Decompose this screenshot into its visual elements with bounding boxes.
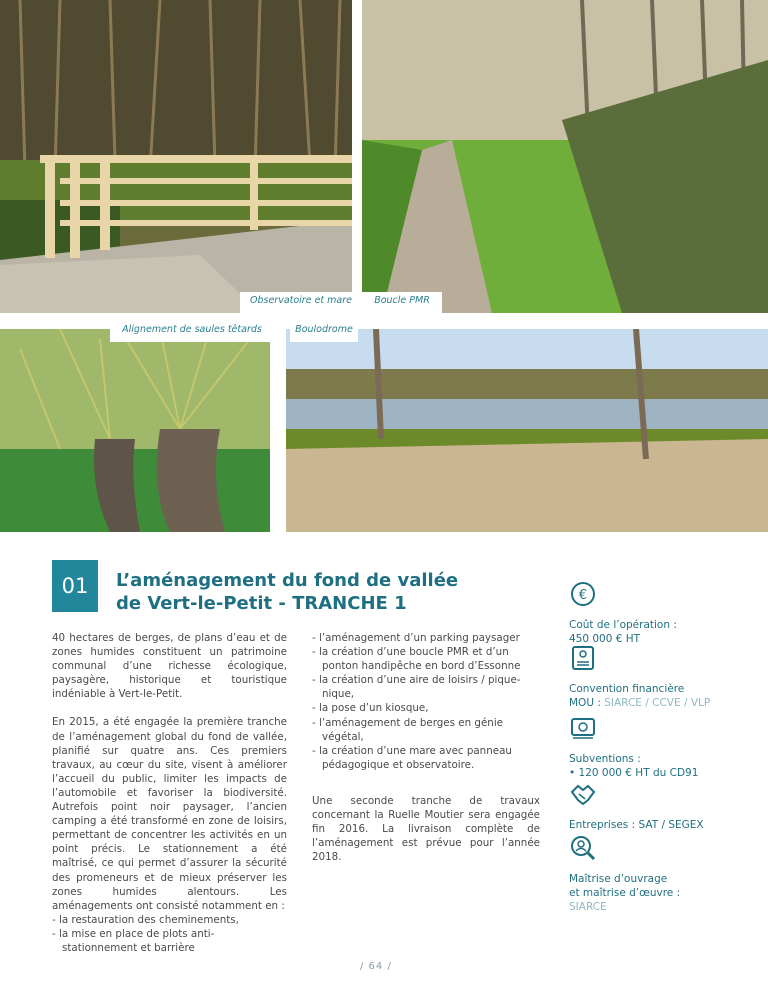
caption-saules: Alignement de saules têtards	[110, 321, 274, 342]
subventions-value: • 120 000 € HT du CD91	[569, 767, 699, 779]
sidebar-entreprises	[569, 780, 744, 832]
photo-saules	[0, 329, 270, 532]
list-item: - la création d’une mare avec panneau pédagogique et observatoire.	[312, 744, 512, 771]
sidebar-subventions	[569, 714, 744, 780]
text-column-2	[312, 631, 540, 878]
cout-label: Coût de l’opération :	[569, 619, 677, 631]
sidebar-cout	[569, 580, 744, 646]
paragraph-intro: 40 hectares de berges, de plans d’eau et de zones humides constituent un patrimoine communal d’une richesse écologique, paysagère, historique et touristique indéniable à Vert-le-Petit.	[52, 632, 287, 701]
list-item: - la mise en place de plots anti-stationnement et barrière	[52, 927, 215, 954]
maitrise-label-1: Maîtrise d’ouvrage	[569, 873, 668, 885]
entreprises-label: Entreprises :	[569, 819, 636, 831]
photo-boucle-pmr	[362, 0, 768, 313]
document-icon	[569, 644, 597, 672]
paragraph-tranche-2: Une seconde tranche de travaux concernant la Ruelle Moutier sera engagée fin 2016. La livraison complète de l’aménagement est prévue pour l’année 2018.	[312, 794, 540, 864]
list-item: - la pose d’un kiosque,	[312, 702, 429, 715]
page-title	[116, 569, 476, 615]
euro-icon	[569, 580, 597, 608]
list-item: - la création d’une aire de loisirs / pique-nique,	[312, 674, 521, 701]
convention-label: Convention financière	[569, 683, 685, 695]
mou-value: SIARCE / CCVE / VLP	[604, 697, 711, 709]
text-column-1	[52, 631, 287, 955]
photo-observatoire	[0, 0, 352, 313]
page-number: / 64 /	[360, 961, 392, 972]
list-item: - la création d’une boucle PMR et d’un ponton handipêche en bord d’Essonne	[312, 646, 521, 673]
list-item: - l’aménagement de berges en génie végétal,	[312, 716, 504, 743]
caption-boulodrome: Boulodrome	[290, 321, 358, 342]
search-person-icon	[569, 834, 597, 862]
maitrise-label-2: et maîtrise d’œuvre :	[569, 887, 681, 899]
list-item: - la restauration des cheminements,	[52, 913, 239, 926]
sidebar-maitrise	[569, 834, 744, 914]
title-line-1: L’aménagement du fond de vallée	[116, 570, 459, 591]
subventions-label: Subventions :	[569, 753, 641, 765]
section-number-badge	[52, 560, 98, 612]
cout-value: 450 000 € HT	[569, 633, 641, 645]
maitrise-value: SIARCE	[569, 901, 607, 913]
sidebar-convention	[569, 644, 744, 710]
section-number: 01	[61, 574, 89, 598]
caption-boucle-pmr: Boucle PMR	[362, 292, 442, 313]
money-icon	[569, 714, 597, 742]
svg-text:€: €	[578, 588, 588, 603]
title-line-2: de Vert-le-Petit - TRANCHE 1	[116, 593, 407, 614]
mou-label: MOU :	[569, 697, 601, 709]
list-item: - l’aménagement d’un parking paysager	[312, 632, 520, 644]
caption-observatoire: Observatoire et mare	[240, 292, 362, 313]
photo-boulodrome	[286, 329, 768, 532]
entreprises-value: SAT / SEGEX	[638, 819, 704, 831]
handshake-icon	[569, 780, 597, 808]
paragraph-tranche: En 2015, a été engagée la première tranche de l’aménagement global du fond de vallée, planifié sur quatre ans. Ces premiers travaux, au cœur du site, visent à améliorer l’accueil du public, limiter les impacts de l’automobile et favoriser la biodiversité. Autrefois point noir paysager, l’ancien camping a été transformé en zone de loisirs, permettant de concentrer les activités en un point précis. Le stationnement a été maîtrisé, ce qui permet d’assurer la sécurité des promeneurs et de mieux préserver les zones humides alentours. Les aménagements ont consisté notamment en :	[52, 716, 287, 912]
